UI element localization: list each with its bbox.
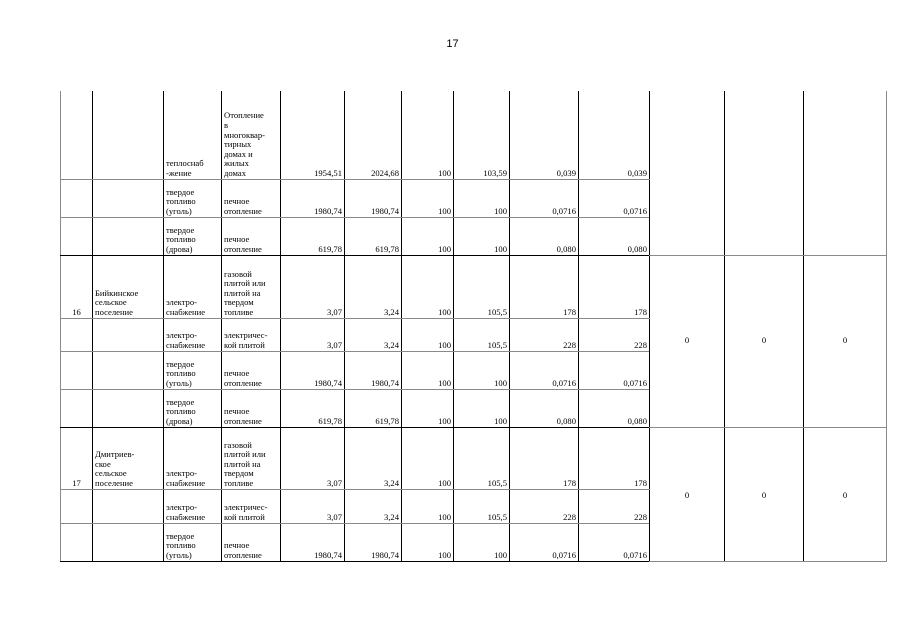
cell-v5: 0,0716 — [510, 351, 579, 389]
cell-resource: твердое топливо (уголь) — [164, 179, 222, 217]
cell-v4: 100 — [454, 523, 510, 561]
cell-use: печное отопление — [222, 179, 281, 217]
cell-settlement: Бийкинское сельское поселение — [93, 255, 164, 318]
cell-v6: 0,0716 — [579, 351, 650, 389]
cell-v1: 619,78 — [281, 389, 345, 427]
cell-resource: твердое топливо (уголь) — [164, 523, 222, 561]
cell-v2: 619,78 — [345, 217, 402, 255]
cell-v5: 0,080 — [510, 217, 579, 255]
cell-resource: твердое топливо (дрова) — [164, 217, 222, 255]
cell-v3: 100 — [402, 523, 454, 561]
cell-n — [61, 351, 93, 389]
cell-v5: 0,0716 — [510, 523, 579, 561]
cell-merged-value: 0 — [804, 255, 887, 427]
cell-n — [61, 91, 93, 179]
cell-v5: 0,0716 — [510, 179, 579, 217]
cell-use: газовой плитой или плитой на твердом топливе — [222, 427, 281, 489]
cell-use: печное отопление — [222, 351, 281, 389]
cell-merged-value: 0 — [650, 255, 725, 427]
cell-v3: 100 — [402, 318, 454, 351]
cell-v5: 228 — [510, 489, 579, 523]
cell-v1: 3,07 — [281, 255, 345, 318]
cell-resource: твердое топливо (дрова) — [164, 389, 222, 427]
cell-v6: 178 — [579, 427, 650, 489]
cell-v6: 0,080 — [579, 389, 650, 427]
cell-merged-empty — [650, 91, 725, 255]
cell-v6: 0,039 — [579, 91, 650, 179]
cell-merged-value: 0 — [725, 427, 804, 561]
cell-v5: 228 — [510, 318, 579, 351]
cell-v2: 1980,74 — [345, 523, 402, 561]
cell-n — [61, 389, 93, 427]
table-row — [61, 255, 887, 318]
cell-v4: 105,5 — [454, 255, 510, 318]
cell-v3: 100 — [402, 489, 454, 523]
cell-v3: 100 — [402, 255, 454, 318]
cell-v4: 103,59 — [454, 91, 510, 179]
cell-v2: 2024,68 — [345, 91, 402, 179]
cell-settlement — [93, 217, 164, 255]
cell-v3: 100 — [402, 389, 454, 427]
cell-v3: 100 — [402, 351, 454, 389]
cell-n: 17 — [61, 427, 93, 489]
cell-v2: 1980,74 — [345, 179, 402, 217]
cell-n — [61, 318, 93, 351]
cell-settlement — [93, 523, 164, 561]
cell-settlement — [93, 351, 164, 389]
cell-v3: 100 — [402, 427, 454, 489]
cell-v4: 100 — [454, 351, 510, 389]
table-row — [61, 91, 887, 179]
cell-use: Отопление в многоквар- тирных домах и жилых домах — [222, 91, 281, 179]
cell-v2: 619,78 — [345, 389, 402, 427]
page-number: 17 — [446, 38, 459, 50]
cell-v4: 100 — [454, 217, 510, 255]
cell-v1: 1980,74 — [281, 523, 345, 561]
cell-v4: 100 — [454, 179, 510, 217]
cell-v3: 100 — [402, 217, 454, 255]
cell-v6: 228 — [579, 318, 650, 351]
cell-v4: 100 — [454, 389, 510, 427]
cell-use: газовой плитой или плитой на твердом топливе — [222, 255, 281, 318]
cell-settlement — [93, 489, 164, 523]
cell-v4: 105,5 — [454, 318, 510, 351]
cell-settlement — [93, 318, 164, 351]
cell-settlement — [93, 389, 164, 427]
cell-resource: электро- снабжение — [164, 318, 222, 351]
cell-merged-empty — [804, 91, 887, 255]
cell-n — [61, 489, 93, 523]
cell-use: печное отопление — [222, 389, 281, 427]
cell-merged-empty — [725, 91, 804, 255]
cell-settlement — [93, 179, 164, 217]
cell-resource: электро- снабжение — [164, 427, 222, 489]
cell-settlement: Дмитриев- ское сельское поселение — [93, 427, 164, 489]
cell-v4: 105,5 — [454, 489, 510, 523]
cell-merged-value: 0 — [725, 255, 804, 427]
cell-v5: 178 — [510, 427, 579, 489]
cell-n — [61, 217, 93, 255]
cell-v1: 3,07 — [281, 489, 345, 523]
cell-v1: 619,78 — [281, 217, 345, 255]
cell-use: печное отопление — [222, 217, 281, 255]
cell-v1: 1980,74 — [281, 179, 345, 217]
cell-v5: 178 — [510, 255, 579, 318]
cell-v6: 228 — [579, 489, 650, 523]
cell-v2: 3,24 — [345, 255, 402, 318]
cell-n — [61, 523, 93, 561]
cell-use: электричес- кой плитой — [222, 318, 281, 351]
cell-v2: 3,24 — [345, 318, 402, 351]
cell-v3: 100 — [402, 91, 454, 179]
cell-v2: 3,24 — [345, 427, 402, 489]
cell-v6: 0,080 — [579, 217, 650, 255]
cell-v2: 1980,74 — [345, 351, 402, 389]
cell-use: печное отопление — [222, 523, 281, 561]
cell-resource: твердое топливо (уголь) — [164, 351, 222, 389]
data-table — [60, 91, 887, 562]
cell-v1: 3,07 — [281, 427, 345, 489]
cell-merged-value: 0 — [804, 427, 887, 561]
cell-v6: 178 — [579, 255, 650, 318]
cell-merged-value: 0 — [650, 427, 725, 561]
cell-n: 16 — [61, 255, 93, 318]
cell-v2: 3,24 — [345, 489, 402, 523]
cell-resource: электро- снабжение — [164, 489, 222, 523]
cell-v4: 105,5 — [454, 427, 510, 489]
cell-v3: 100 — [402, 179, 454, 217]
cell-v1: 1954,51 — [281, 91, 345, 179]
cell-v5: 0,080 — [510, 389, 579, 427]
cell-n — [61, 179, 93, 217]
cell-resource: теплоснаб -жение — [164, 91, 222, 179]
cell-v1: 3,07 — [281, 318, 345, 351]
cell-use: электричес- кой плитой — [222, 489, 281, 523]
table-row — [61, 427, 887, 489]
cell-resource: электро- снабжение — [164, 255, 222, 318]
cell-v1: 1980,74 — [281, 351, 345, 389]
cell-settlement — [93, 91, 164, 179]
cell-v6: 0,0716 — [579, 523, 650, 561]
cell-v5: 0,039 — [510, 91, 579, 179]
cell-v6: 0,0716 — [579, 179, 650, 217]
